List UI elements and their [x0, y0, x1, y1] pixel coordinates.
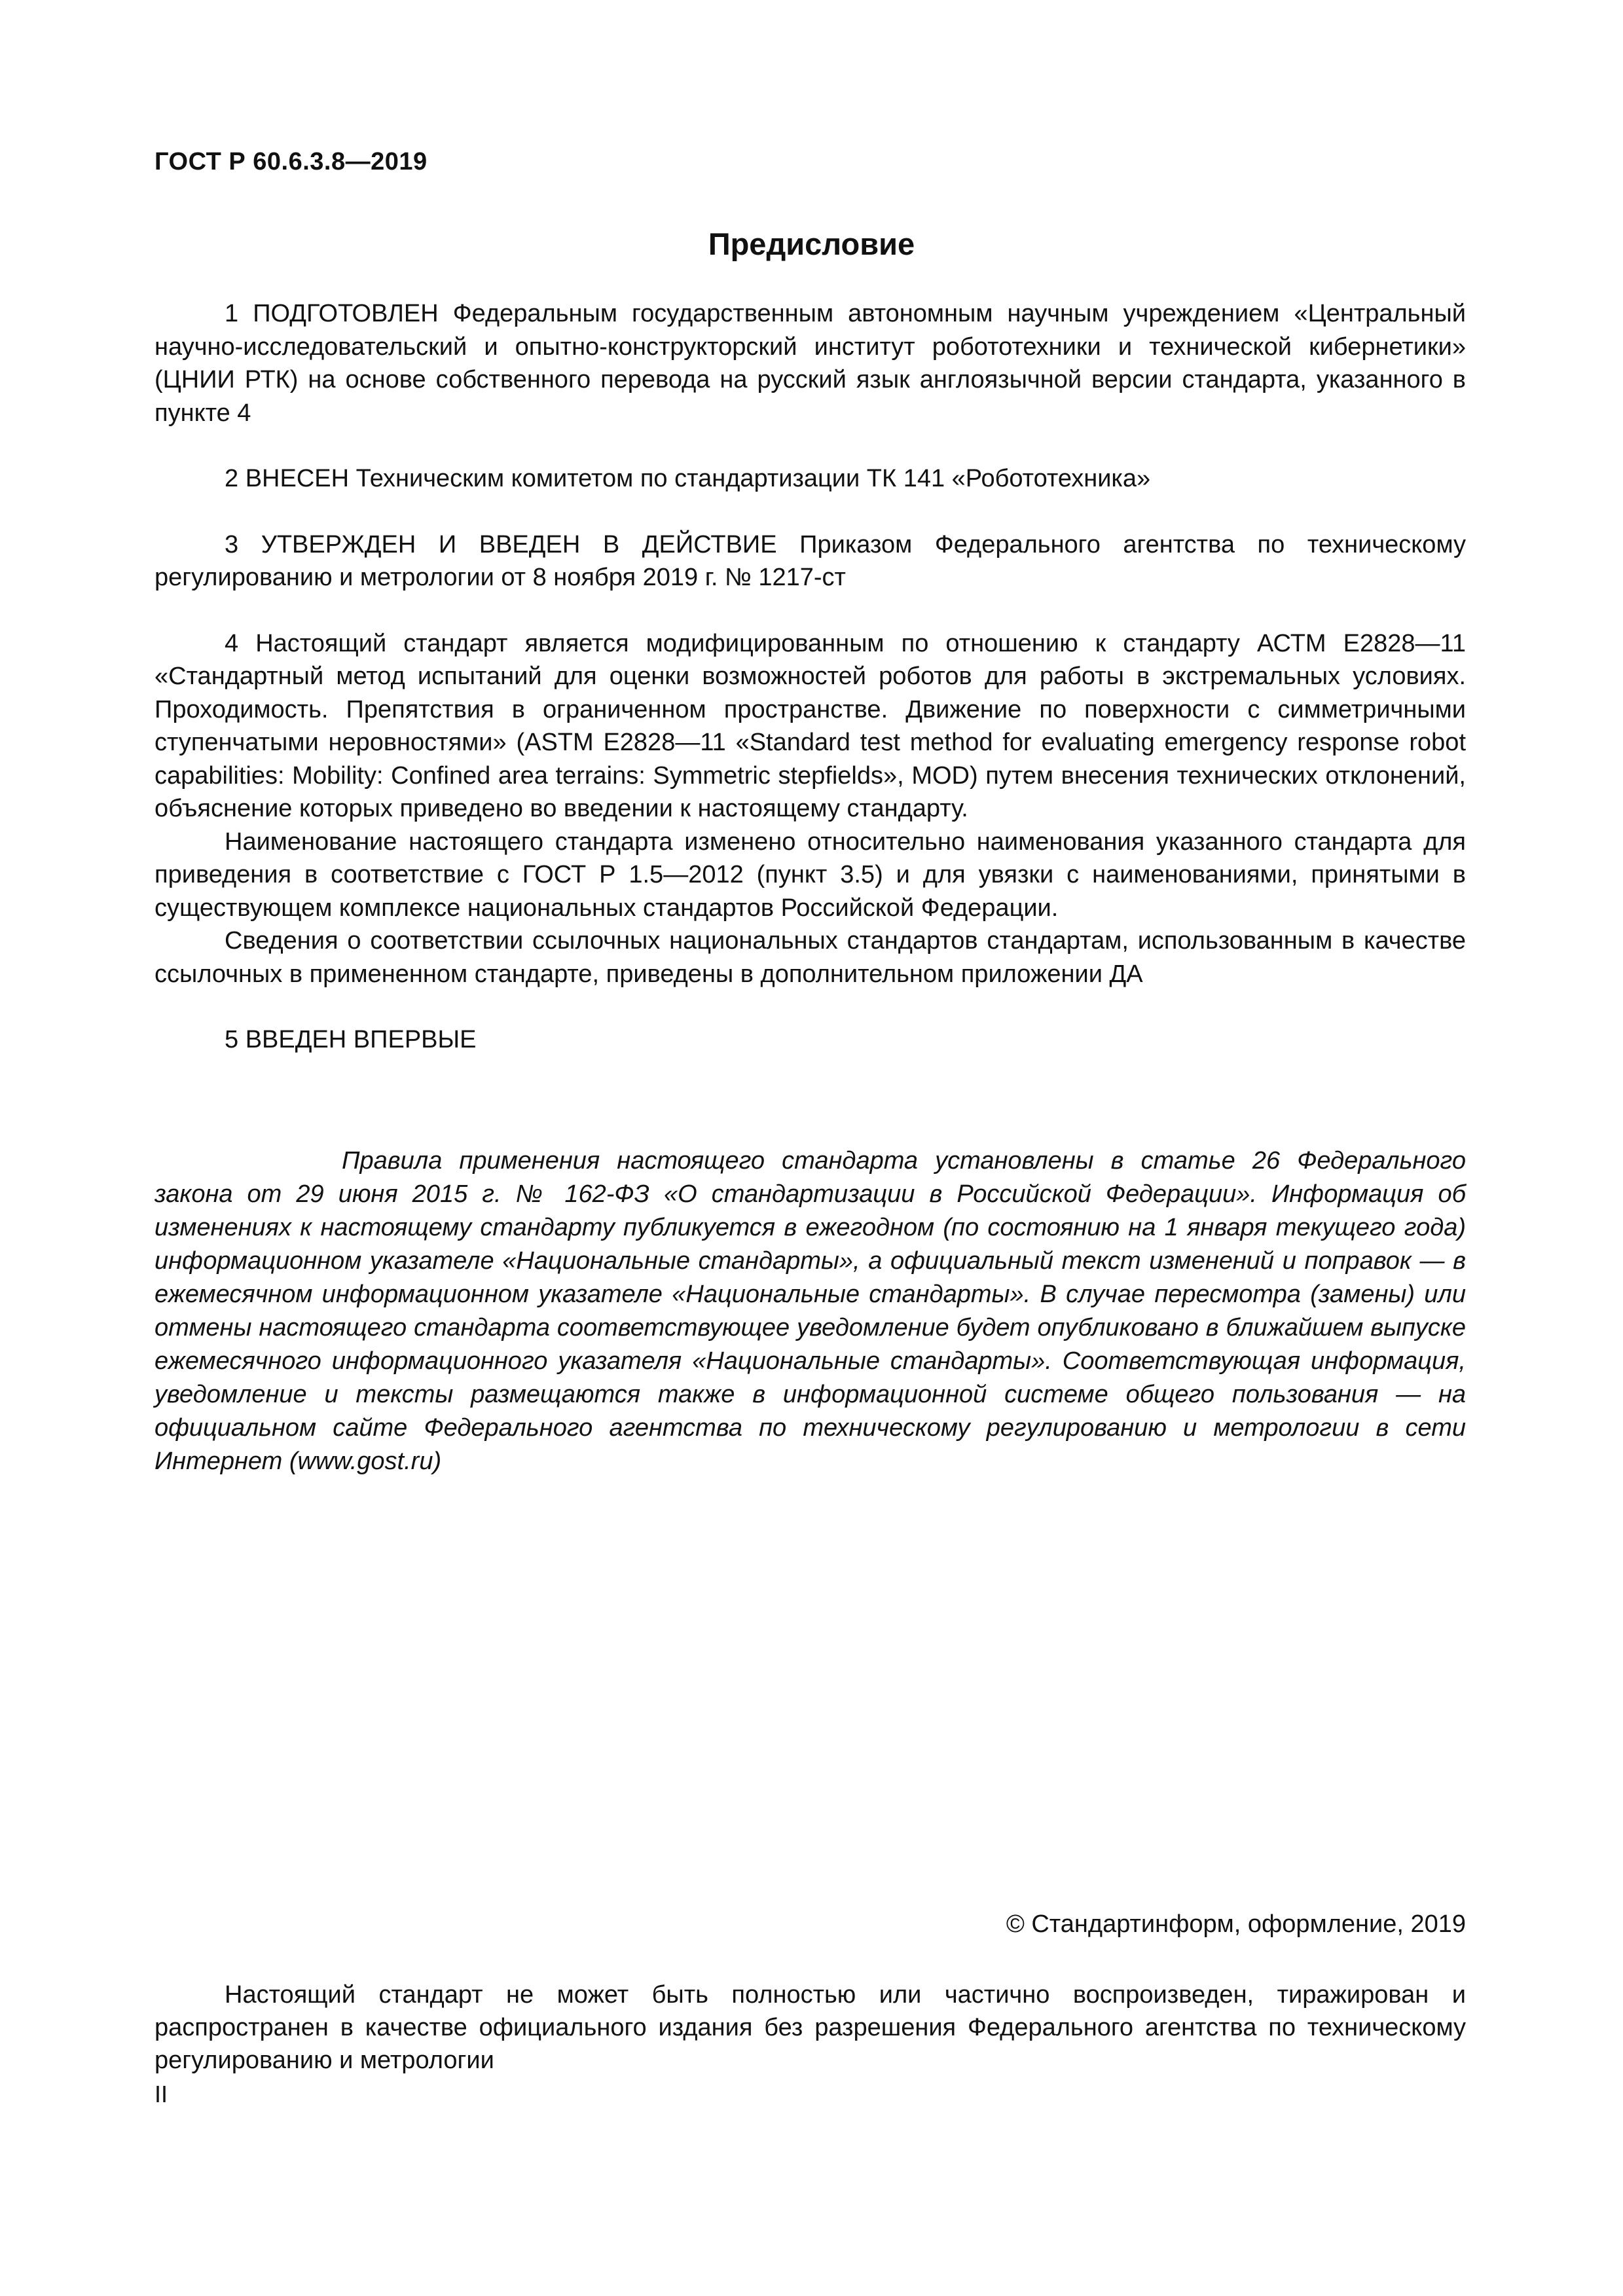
preface-item-2: 2 ВНЕСЕН Техническим комитетом по стандартизации ТК 141 «Робототехника» [225, 465, 1151, 492]
reproduction-notice: Настоящий стандарт не может быть полностью или частично воспроизведен, тиражирован и распространен в качестве официального издания без разрешения Федерального агентства по техническому регулированию и метрологии [155, 1981, 1466, 2074]
preface-title: Предисловие [708, 227, 915, 261]
copyright-notice: © Стандартинформ, оформление, 2019 [1006, 1910, 1466, 1938]
preface-item-5: 5 ВВЕДЕН ВПЕРВЫЕ [225, 1026, 477, 1053]
preface-item-4-references-note: Сведения о соответствии ссылочных национальных стандартов стандартам, использованным в качестве ссылочных в примененном стандарте, приведены в дополнительном приложении ДА [155, 927, 1466, 988]
preface-body [155, 297, 1466, 1057]
page-number: II [155, 2081, 168, 2107]
application-rules-note: Правила применения настоящего стандарта установлены в статье 26 Федерального закона от 29 июня 2015 г. № 162-ФЗ «О стандартизации в Российской Федерации». Информация об изменениях к настоящему стандарту публикуется в ежегодном (по состоянию на 1 января текущего года) информационном указателе «Национальные стандарты», а официальный текст изменений и поправок — в ежемесячном информационном указателе «Национальные стандарты». В случае пересмотра (замены) или отмены настоящего стандарта соответствующее уведомление будет опубликовано в ближайшем выпуске ежемесячного информационного указателя «Национальные стандарты». Соответствующая информация, уведомление и тексты размещаются также в информационной системе общего пользования — на официальном сайте Федерального агентства по техническому регулированию и метрологии в сети Интернет (www.gost.ru) [155, 1147, 1466, 1475]
preface-item-3: 3 УТВЕРЖДЕН И ВВЕДЕН В ДЕЙСТВИЕ Приказом Федерального агентства по техническому регулированию и метрологии от 8 ноября 2019 г. № 1217-ст [155, 530, 1466, 591]
document-code-header: ГОСТ Р 60.6.3.8—2019 [155, 148, 428, 175]
preface-item-4-name-note: Наименование настоящего стандарта изменено относительно наименования указанного стандарта для приведения в соответствие с ГОСТ Р 1.5—2012 (пункт 3.5) и для увязки с наименованиями, принятыми в существующем комплексе национальных стандартов Российской Федерации. [155, 828, 1466, 922]
preface-item-4: 4 Настоящий стандарт является модифицированным по отношению к стандарту АСТМ Е2828—11 «Стандартный метод испытаний для оценки возможностей роботов для работы в экстремальных условиях. Проходимость. Препятствия в ограниченном пространстве. Движение по поверхности с симметричными ступенчатыми неровностями» (ASTM E2828—11 «Standard test method for evaluating emergency response robot capabilities: Mobility: Confined area terrains: Symmetric stepfields», MOD) путем внесения технических отклонений, объяснение которых приведено во введении к настоящему стандарту. [155, 629, 1466, 822]
preface-item-1: 1 ПОДГОТОВЛЕН Федеральным государственным автономным научным учреждением «Центральный научно-исследовательский и опытно-конструкторский институт робототехники и технической кибернетики» (ЦНИИ РТК) на основе собственного перевода на русский язык англоязычной версии стандарта, указанного в пункте 4 [155, 300, 1466, 427]
